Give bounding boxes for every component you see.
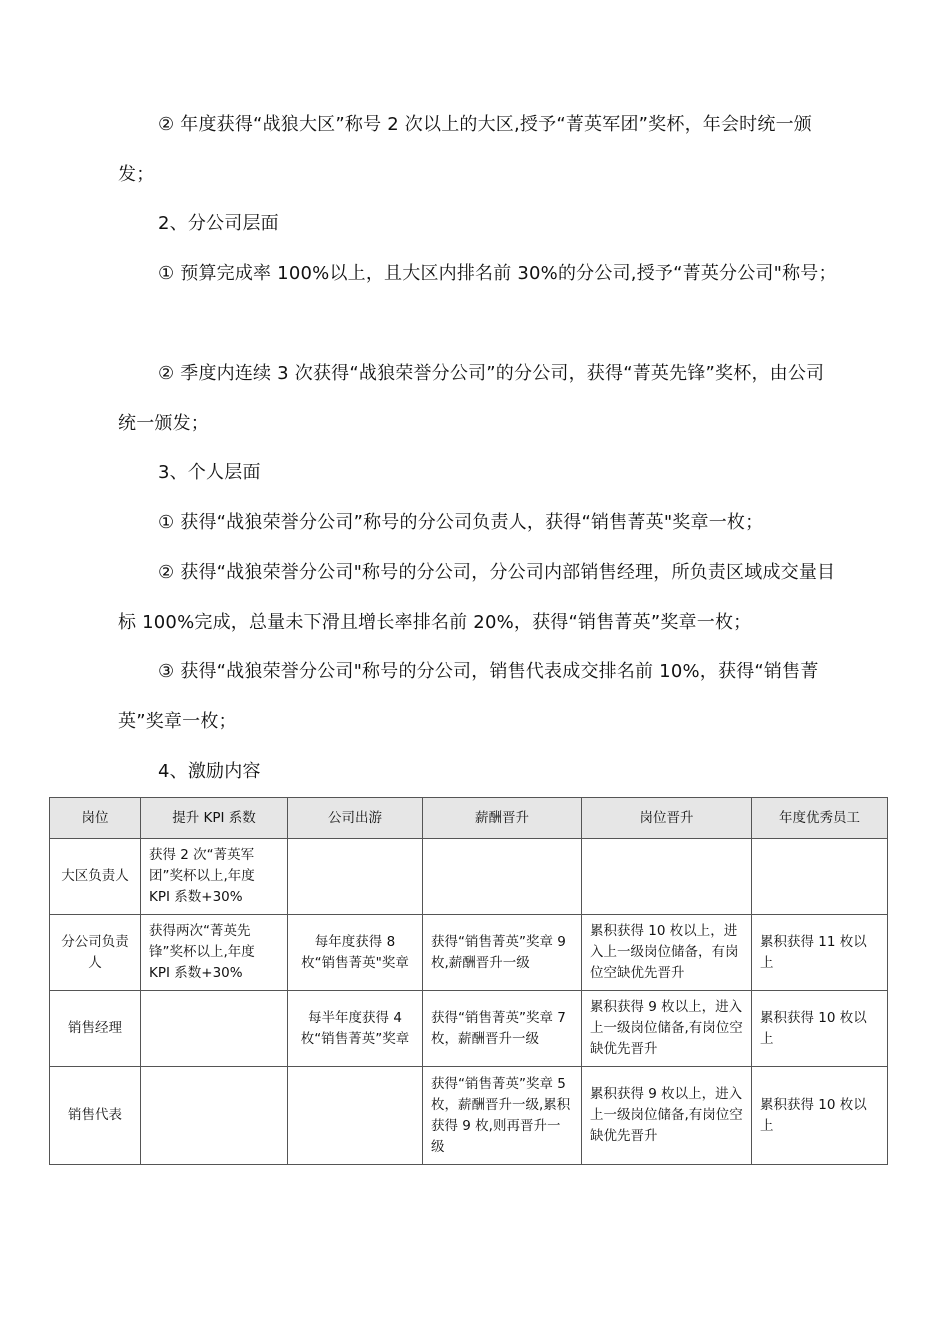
paragraph: [118, 548, 842, 648]
header-salary-promotion: 薪酬晋升: [423, 798, 582, 839]
table-cell: [141, 1067, 288, 1165]
table-row: [50, 991, 888, 1067]
paragraph-text: ② 年度获得“战狼大区”称号 2 次以上的大区,授予“菁英军团”奖杯，年会时统一颁发；: [118, 114, 812, 185]
table-cell: [288, 839, 423, 915]
table-cell: 获得“销售菁英”奖章 5 枚，薪酬晋升一级,累积获得 9 枚,则再晋升一级: [423, 1067, 582, 1165]
table-cell: 分公司负责人: [50, 915, 141, 991]
table-cell: 获得“销售菁英”奖章 9 枚,薪酬晋升一级: [423, 915, 582, 991]
paragraph-text: ① 预算完成率 100%以上，且大区内排名前 30%的分公司,授予“菁英分公司"称号；: [158, 263, 837, 284]
table-cell: [288, 1067, 423, 1165]
table-cell: 累积获得 9 枚以上，进入上一级岗位储备,有岗位空缺优先晋升: [582, 991, 752, 1067]
table-row: [50, 1067, 888, 1165]
paragraph: [118, 100, 842, 200]
table-cell: 销售代表: [50, 1067, 141, 1165]
paragraph-text: ② 获得“战狼荣誉分公司"称号的分公司，分公司内部销售经理，所负责区域成交量目标 100%完成，总量未下滑且增长率排名前 20%，获得“销售菁英”奖章一枚；: [118, 562, 836, 633]
header-position: 岗位: [50, 798, 141, 839]
header-company-trip: 公司出游: [288, 798, 423, 839]
table-cell: 大区负责人: [50, 839, 141, 915]
heading-text: 4、激励内容: [158, 761, 261, 782]
table-cell: 累积获得 10 枚以上，进入上一级岗位储备，有岗位空缺优先晋升: [582, 915, 752, 991]
table-cell: [752, 839, 888, 915]
table-cell: 累积获得 9 枚以上，进入上一级岗位储备,有岗位空缺优先晋升: [582, 1067, 752, 1165]
paragraph: [118, 498, 842, 548]
table-row: [50, 915, 888, 991]
table-cell: 获得两次“菁英先锋”奖杯以上,年度 KPI 系数+30%: [141, 915, 288, 991]
table-cell: 累积获得 11 枚以上: [752, 915, 888, 991]
header-position-promotion: 岗位晋升: [582, 798, 752, 839]
paragraph-text: ② 季度内连续 3 次获得“战狼荣誉分公司”的分公司，获得“菁英先锋”奖杯，由公司统一颁发；: [118, 363, 825, 434]
paragraph: [118, 349, 842, 449]
table-cell: 每年度获得 8 枚“销售菁英"奖章: [288, 915, 423, 991]
section-heading: [118, 199, 842, 249]
incentive-table: [49, 797, 888, 1165]
header-annual-excellent-employee: 年度优秀员工: [752, 798, 888, 839]
table-cell: [423, 839, 582, 915]
table-cell: 销售经理: [50, 991, 141, 1067]
table-cell: 累积获得 10 枚以上: [752, 1067, 888, 1165]
table-cell: [141, 991, 288, 1067]
header-kpi: 提升 KPI 系数: [141, 798, 288, 839]
table-cell: 获得“销售菁英”奖章 7 枚，薪酬晋升一级: [423, 991, 582, 1067]
paragraph-text: ③ 获得“战狼荣誉分公司"称号的分公司，销售代表成交排名前 10%，获得“销售菁英”奖章一枚；: [118, 661, 819, 732]
heading-text: 2、分公司层面: [158, 213, 279, 234]
table-cell: 获得 2 次“菁英军团”奖杯以上,年度 KPI 系数+30%: [141, 839, 288, 915]
table-cell: [582, 839, 752, 915]
section-heading: [118, 448, 842, 498]
paragraph: [118, 249, 842, 299]
heading-text: 3、个人层面: [158, 462, 261, 483]
section-heading: [118, 747, 842, 797]
table-row: [50, 839, 888, 915]
table-cell: 累积获得 10 枚以上: [752, 991, 888, 1067]
table-header-row: [50, 798, 888, 839]
paragraph: [118, 647, 842, 747]
paragraph-text: ① 获得“战狼荣誉分公司”称号的分公司负责人，获得“销售菁英"奖章一枚；: [158, 512, 764, 533]
table-cell: 每半年度获得 4 枚“销售菁英”奖章: [288, 991, 423, 1067]
